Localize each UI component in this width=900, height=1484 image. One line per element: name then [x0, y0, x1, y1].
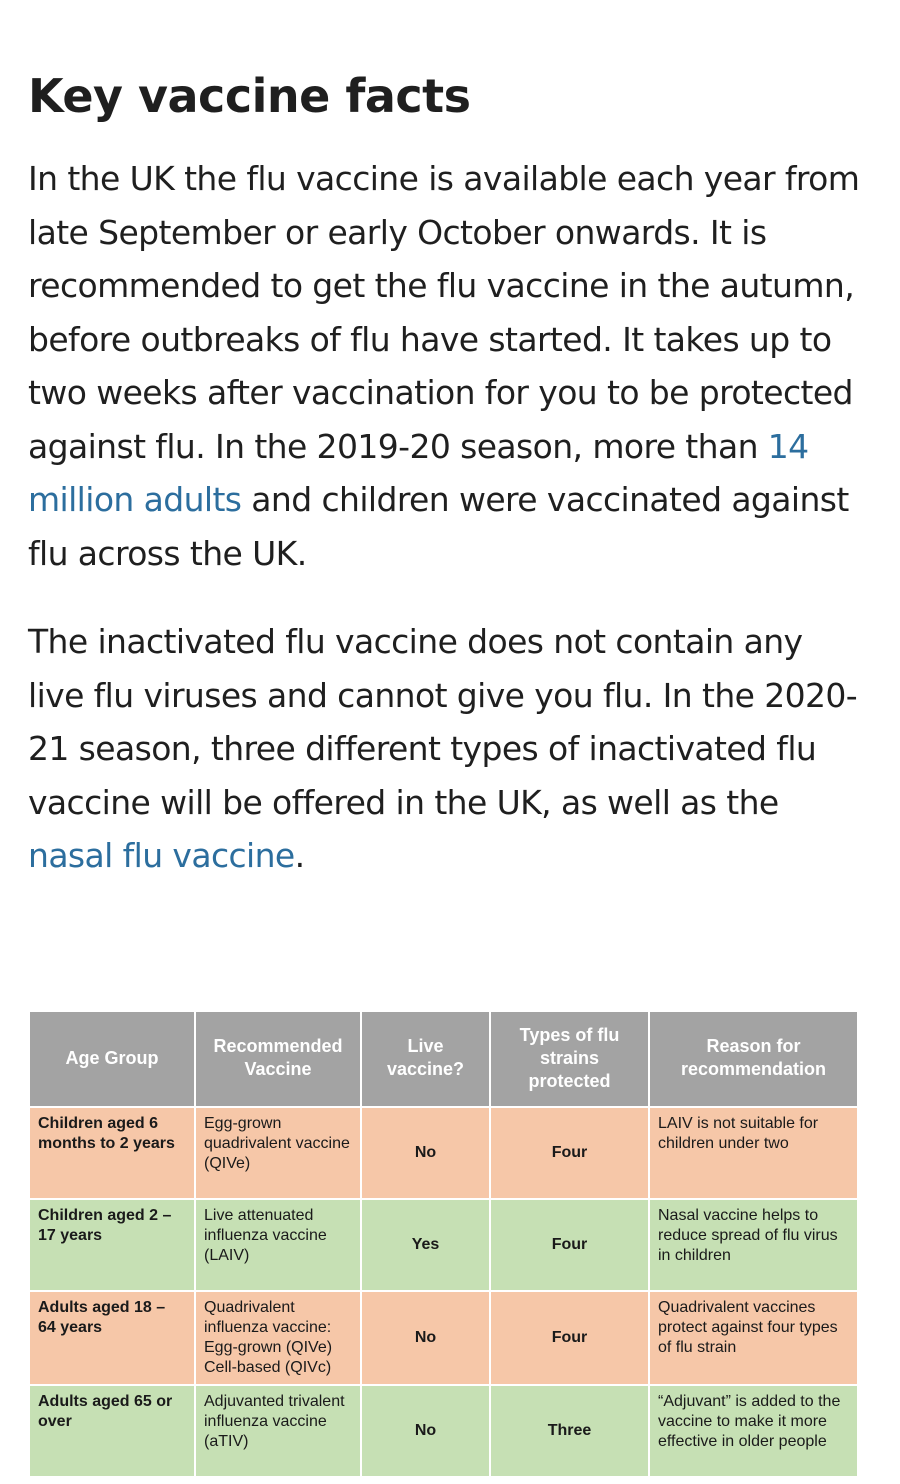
- age-group-cell: Adults aged 65 or over: [29, 1385, 195, 1477]
- table-row: [29, 1385, 858, 1477]
- age-group-cell: Children aged 2 – 17 years: [29, 1199, 195, 1291]
- vaccine-line: Egg-grown quadrivalent vaccine (QIVe): [204, 1115, 350, 1172]
- vaccine-line: Quadrivalent influenza vaccine:: [204, 1299, 332, 1336]
- strains-cell: Three: [490, 1385, 649, 1477]
- reason-cell: LAIV is not suitable for children under two: [649, 1107, 858, 1199]
- inactivated-text-after: .: [294, 836, 305, 875]
- live-cell: Yes: [361, 1199, 490, 1291]
- vaccine-cell: [195, 1291, 361, 1385]
- header-flu-strains: Types of flu strains protected: [490, 1011, 649, 1107]
- live-cell: No: [361, 1107, 490, 1199]
- intro-text-after: and children were vaccinated against flu across the UK.: [28, 480, 849, 573]
- table-row: [29, 1107, 858, 1199]
- vaccine-cell: [195, 1199, 361, 1291]
- header-recommended-vaccine: Recommended Vaccine: [195, 1011, 361, 1107]
- vaccine-cell: [195, 1385, 361, 1477]
- vaccine-line: Cell-based (QIVc): [204, 1359, 332, 1376]
- live-cell: No: [361, 1385, 490, 1477]
- reason-cell: Nasal vaccine helps to reduce spread of flu virus in children: [649, 1199, 858, 1291]
- strains-cell: Four: [490, 1107, 649, 1199]
- vaccine-table: [28, 1010, 859, 1478]
- header-age-group: Age Group: [29, 1011, 195, 1107]
- nasal-vaccine-link[interactable]: nasal flu vaccine: [28, 836, 295, 875]
- vaccine-cell: [195, 1107, 361, 1199]
- table-row: [29, 1199, 858, 1291]
- page-title: Key vaccine facts: [28, 69, 471, 123]
- inactivated-paragraph: [28, 615, 868, 883]
- intro-paragraph: [28, 152, 868, 580]
- strains-cell: Four: [490, 1291, 649, 1385]
- table-header-row: [29, 1011, 858, 1107]
- age-group-cell: Adults aged 18 – 64 years: [29, 1291, 195, 1385]
- table-row: [29, 1291, 858, 1385]
- adults-vaccinated-link[interactable]: 14 million adults: [28, 426, 809, 519]
- vaccine-line: Adjuvanted trivalent influenza vaccine (aTIV): [204, 1393, 345, 1450]
- live-cell: No: [361, 1291, 490, 1385]
- header-reason: Reason for recommendation: [649, 1011, 858, 1107]
- vaccine-line: Egg-grown (QIVe): [204, 1339, 333, 1356]
- age-group-cell: Children aged 6 months to 2 years: [29, 1107, 195, 1199]
- inactivated-text-before: The inactivated flu vaccine does not contain any live flu viruses and cannot give you flu. In the 2020-21 season, three different types of inactivated flu vaccine will be offered in the UK, as well as the: [28, 622, 858, 822]
- header-live-vaccine: Live vaccine?: [361, 1011, 490, 1107]
- reason-cell: “Adjuvant” is added to the vaccine to make it more effective in older people: [649, 1385, 858, 1477]
- intro-text-before: In the UK the flu vaccine is available each year from late September or early October onwards. It is recommended to get the flu vaccine in the autumn, before outbreaks of flu have started. It takes up to two weeks after vaccination for you to be protected against flu. In the 2019-20 season, more than: [28, 159, 860, 466]
- strains-cell: Four: [490, 1199, 649, 1291]
- reason-cell: Quadrivalent vaccines protect against four types of flu strain: [649, 1291, 858, 1385]
- vaccine-line: Live attenuated influenza vaccine (LAIV): [204, 1207, 327, 1264]
